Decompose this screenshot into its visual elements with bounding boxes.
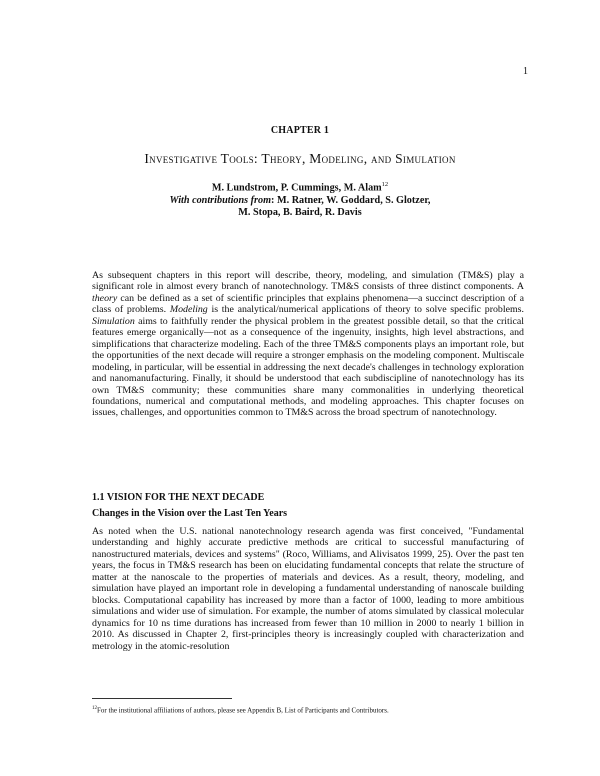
primary-authors [0, 179, 600, 195]
footnote [92, 704, 524, 715]
page-number: 1 [523, 66, 528, 77]
contributors-line [0, 195, 600, 208]
intro-text-2: can be defined as a set of scientific principles that explains phenomena—a succinct description of a class of problems. [92, 292, 524, 316]
footnote-text: For the institutional affiliations of authors, please see Appendix B, List of Participants and Contributors. [97, 706, 389, 715]
chapter-label: CHAPTER 1 [270, 125, 330, 136]
section-heading: 1.1 VISION FOR THE NEXT DECADE [92, 492, 265, 503]
intro-text-3: is the analytical/numerical applications of theory to solve specific problems. [207, 304, 524, 316]
intro-text-4: aims to faithfully render the physical problem in the greatest possible detail, so that the critical features emerge organically—not as a consequence of the ingenuity, insights, high level abstractions, and simplifications that characterize modeling. Each of the three TM&S components plays an important role, but the opportunities of the next decade will require a stronger emphasis on the modeling component. Multiscale modeling, in particular, will be essential in addressing the next decade's challenges in technology exploration and nanomanufacturing. Finally, it should be understood that each subdiscipline of nanotechnology has its own TM&S community; these communities share many commonalities in underlying theoretical foundations, numerical and computational methods, and modeling approaches. This chapter focuses on issues, challenges, and opportunities common to TM&S across the broad spectrum of nanotechnology. [92, 315, 524, 419]
intro-text-1: As subsequent chapters in this report will describe, theory, modeling, and simulation (TM&S) play a significant role in almost every branch of nanotechnology. TM&S consists of three distinct components. A [92, 270, 524, 293]
term-modeling: Modeling [169, 304, 208, 316]
footnote-number: 12 [92, 706, 97, 711]
contributors-names-1: : M. Ratner, W. Goddard, S. Glotzer, [271, 194, 431, 206]
intro-paragraph [92, 270, 524, 419]
footnote-divider [92, 698, 232, 699]
contributors-prefix: With contributions from [169, 194, 272, 206]
vision-paragraph: As noted when the U.S. national nanotechnology research agenda was first conceived, "Fundamental understanding and highly accurate predictive methods are critical to successful manufacturing of nanostructured materials, devices and systems" (Roco, Williams, and Alivisatos 1999, 25). Over the past ten years, the focus in TM&S research has been on elucidating fundamental concepts that relate the structure of matter at the nanoscale to the properties of materials and devices. As a result, theory, modeling, and simulation have played an important role in developing a fundamental understanding of nanoscale building blocks. Computational capability has increased by more than a factor of 1000, leading to more ambitious simulations and wider use of simulation. For example, the number of atoms simulated by classical molecular dynamics for 10 ns time durations has increased from fewer than 10 million in 2000 to nearly 1 billion in 2010. As discussed in Chapter 2, first-principles theory is increasingly coupled with characterization and metrology in the atomic-resolution [92, 526, 524, 652]
author-block [0, 179, 600, 220]
subsection-heading: Changes in the Vision over the Last Ten Years [92, 508, 288, 519]
footnote-marker: 12 [381, 181, 389, 188]
primary-authors-names: M. Lundstrom, P. Cummings, M. Alam [211, 182, 382, 194]
term-simulation: Simulation [92, 315, 135, 327]
chapter-title: Investigative Tools: Theory, Modeling, and Simulation [144, 151, 456, 166]
contributors-names-2: M. Stopa, B. Baird, R. Davis [238, 207, 362, 219]
term-theory: theory [92, 292, 118, 304]
